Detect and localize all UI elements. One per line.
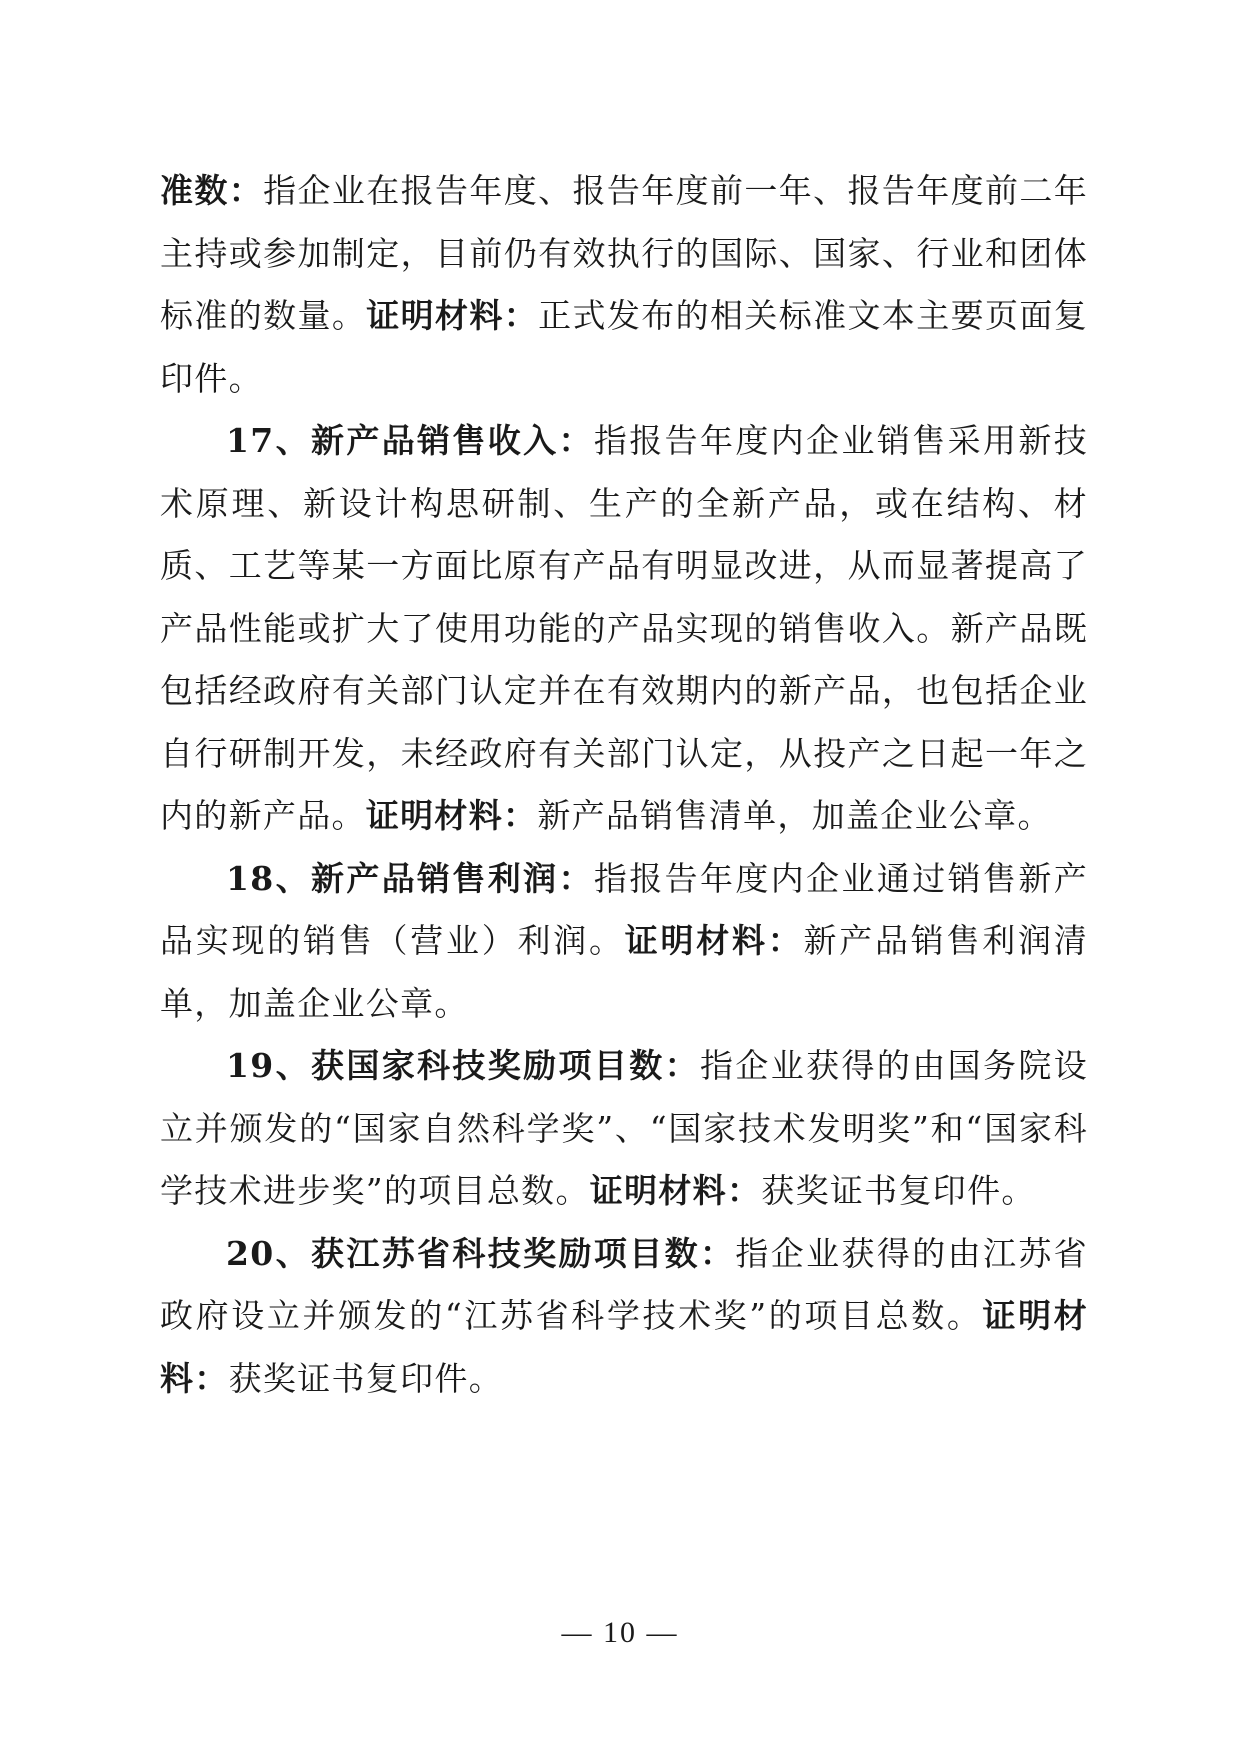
evidence-text: 正式发布的相关标准文本主要页面复印件。 [160,296,1088,398]
evidence-label: 证明材料： [366,296,539,335]
evidence-label: 证明材料： [365,796,538,835]
definition-text: 指报告年度内企业通过销售新产品实现的销售（营业）利润。 [160,858,1088,960]
term-label: 17、新产品销售收入： [226,421,594,460]
evidence-text: 新产品销售利润清单，加盖企业公章。 [160,921,1089,1023]
paragraph-new-product-revenue [160,410,1088,848]
evidence-label: 证明材料： [624,921,804,960]
term-label: 准数： [160,171,264,210]
paragraph-new-product-profit [160,848,1088,1036]
term-label: 20、获江苏省科技奖励项目数： [226,1233,736,1273]
evidence-label: 证明材料： [589,1171,762,1210]
term-label: 18、新产品销售利润： [226,858,594,898]
definition-text: 指企业获得的由江苏省政府设立并颁发的“江苏省科学技术奖”的项目总数。 [160,1233,1088,1335]
paragraph-national-awards [160,1035,1088,1223]
definition-text: 指报告年度内企业销售采用新技术原理、新设计构思研制、生产的全新产品，或在结构、材质、工艺等某一方面比原有产品有明显改进，从而显著提高了产品性能或扩大了使用功能的产品实现的销售收入。新产品既包括经政府有关部门认定并在有效期内的新产品，也包括企业自行研制开发，未经政府有关部门认定，从投产之日起一年之内的新产品。 [160,421,1088,835]
evidence-label: 证明材料： [160,1296,1088,1398]
evidence-text: 获奖证书复印件。 [228,1358,504,1398]
definition-text: 指企业获得的由国务院设立并颁发的“国家自然科学奖”、“国家技术发明奖”和“国家科学技术进步奖”的项目总数。 [160,1046,1088,1210]
definition-text: 指企业在报告年度、报告年度前一年、报告年度前二年主持或参加制定，目前仍有效执行的国际、国家、行业和团体标准的数量。 [160,171,1088,335]
paragraph-standards-count [160,160,1088,410]
evidence-text: 新产品销售清单，加盖企业公章。 [537,796,1052,835]
term-label: 19、获国家科技奖励项目数： [226,1046,701,1085]
document-body [160,160,1088,1410]
paragraph-jiangsu-awards [160,1223,1088,1411]
evidence-text: 获奖证书复印件。 [761,1171,1036,1210]
page-number: — 10 — [561,1616,679,1649]
